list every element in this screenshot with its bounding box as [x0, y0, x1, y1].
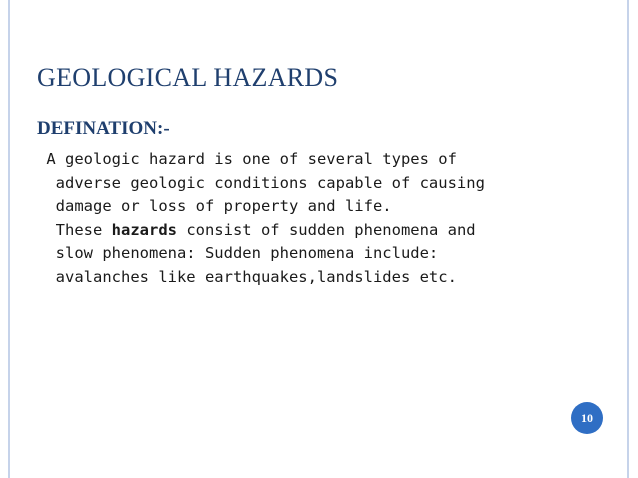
slide-border-left: [8, 0, 10, 478]
definition-line: avalanches like earthquakes,landslides etc.: [37, 267, 457, 286]
definition-line: [37, 219, 597, 243]
page-number-badge: 10: [571, 402, 603, 434]
definition-text: [37, 148, 597, 290]
slide-border-right: [627, 0, 629, 478]
slide-subtitle: DEFINATION:-: [37, 118, 170, 139]
definition-text-segment: consist of sudden phenomena and: [176, 220, 476, 239]
slide-title: GEOLOGICAL HAZARDS: [37, 63, 339, 92]
definition-line: slow phenomena: Sudden phenomena include:: [37, 244, 439, 263]
definition-text-segment: These: [37, 220, 112, 239]
definition-bold-term: hazards: [111, 220, 177, 239]
definition-line: adverse geologic conditions capable of causing: [37, 173, 485, 192]
definition-line: damage or loss of property and life.: [37, 197, 392, 216]
definition-line: A geologic hazard is one of several types of: [37, 150, 457, 168]
